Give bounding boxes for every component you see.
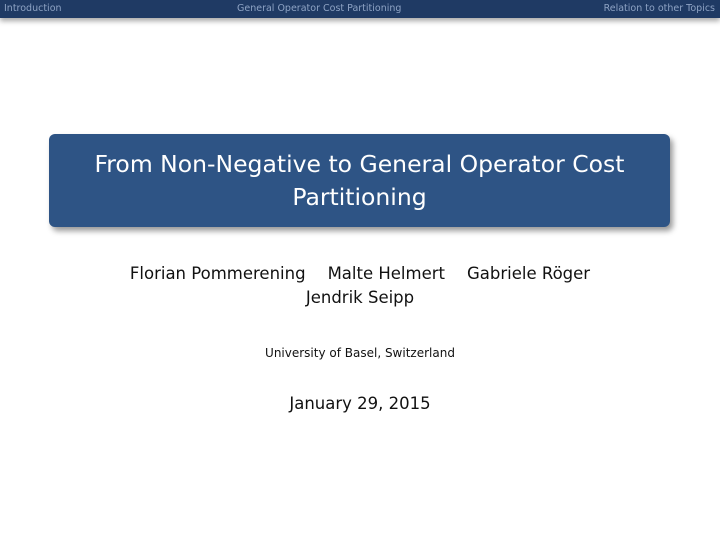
nav-section-general-operator-cost-partitioning[interactable]: General Operator Cost Partitioning — [237, 3, 402, 14]
author-row — [0, 262, 720, 286]
author-name: Florian Pommerening — [129, 264, 306, 283]
affiliation: University of Basel, Switzerland — [265, 346, 455, 360]
author-name: Malte Helmert — [327, 264, 445, 283]
presentation-date: January 29, 2015 — [289, 394, 431, 413]
nav-section-relation-to-other-topics[interactable]: Relation to other Topics — [603, 3, 715, 14]
section-navbar — [0, 0, 720, 18]
author-name: Jendrik Seipp — [305, 288, 415, 307]
title-block — [49, 134, 670, 227]
nav-section-introduction[interactable]: Introduction — [4, 3, 62, 14]
author-list — [0, 262, 720, 310]
author-name: Gabriele Röger — [466, 264, 591, 283]
author-row — [0, 286, 720, 310]
slide-title: From Non-Negative to General Operator Cost Partitioning — [94, 149, 625, 211]
